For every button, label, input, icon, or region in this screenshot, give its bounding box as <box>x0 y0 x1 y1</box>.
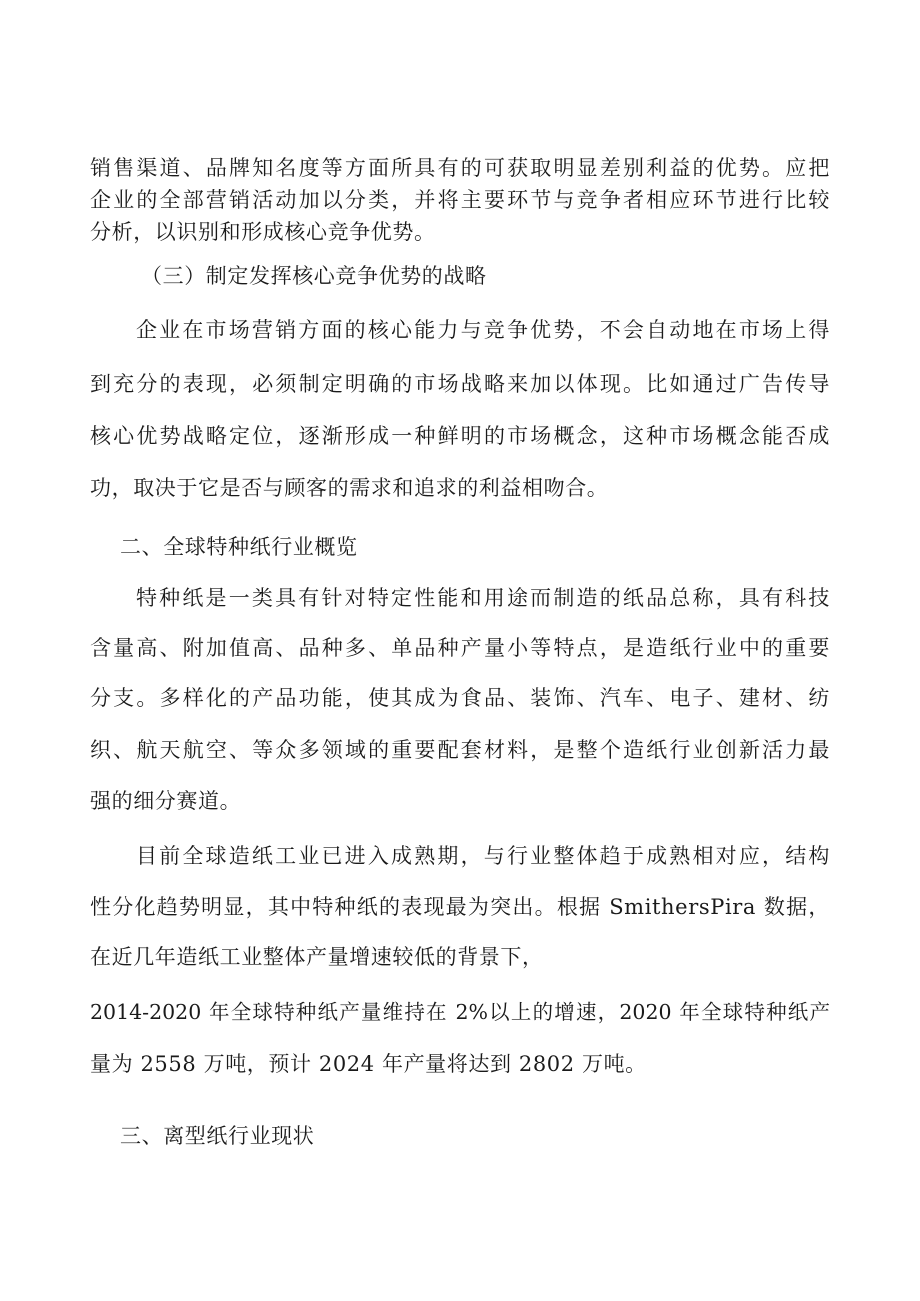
text-line: 目前全球造纸工业已进入成熟期，与行业整体趋于成熟相对应，结构 <box>136 844 830 868</box>
text-line: 销售渠道、品牌知名度等方面所具有的可获取明显差别利益的优势。应把 <box>90 156 830 180</box>
text-line: 功，取决于它是否与顾客的需求和追求的利益相吻合。 <box>90 476 609 500</box>
text-line: 到充分的表现，必须制定明确的市场战略来加以体现。比如通过广告传导 <box>90 372 830 396</box>
text-line: 企业的全部营销活动加以分类，并将主要环节与竞争者相应环节进行比较 <box>90 188 830 212</box>
text-line: 织、航天航空、等众多领域的重要配套材料，是整个造纸行业创新活力最 <box>90 738 830 762</box>
subheading-core-strategy: （三）制定发挥核心竞争优势的战略 <box>141 264 487 288</box>
text-line: 在近几年造纸工业整体产量增速较低的背景下， <box>90 945 544 969</box>
text-line: 含量高、附加值高、品种多、单品种产量小等特点，是造纸行业中的重要 <box>90 636 830 660</box>
section-heading-release-paper: 三、离型纸行业现状 <box>120 1124 315 1148</box>
text-line: 核心优势战略定位，逐渐形成一种鲜明的市场概念，这种市场概念能否成 <box>90 424 830 448</box>
text-line: 强的细分赛道。 <box>90 789 242 813</box>
text-line: 2014-2020 年全球特种纸产量维持在 2%以上的增速，2020 年全球特种纸产 <box>90 1000 830 1024</box>
text-line: 分支。多样化的产品功能，使其成为食品、装饰、汽车、电子、建材、纺 <box>90 686 830 710</box>
text-line: 性分化趋势明显，其中特种纸的表现最为突出。根据 SmithersPira 数据， <box>90 895 830 919</box>
text-line: 特种纸是一类具有针对特定性能和用途而制造的纸品总称，具有科技 <box>136 586 830 610</box>
text-line: 量为 2558 万吨，预计 2024 年产量将达到 2802 万吨。 <box>90 1052 647 1076</box>
text-line: 分析，以识别和形成核心竞争优势。 <box>90 220 436 244</box>
section-heading-global-specialty-paper: 二、全球特种纸行业概览 <box>120 535 358 559</box>
text-line: 企业在市场营销方面的核心能力与竞争优势，不会自动地在市场上得 <box>136 318 830 342</box>
